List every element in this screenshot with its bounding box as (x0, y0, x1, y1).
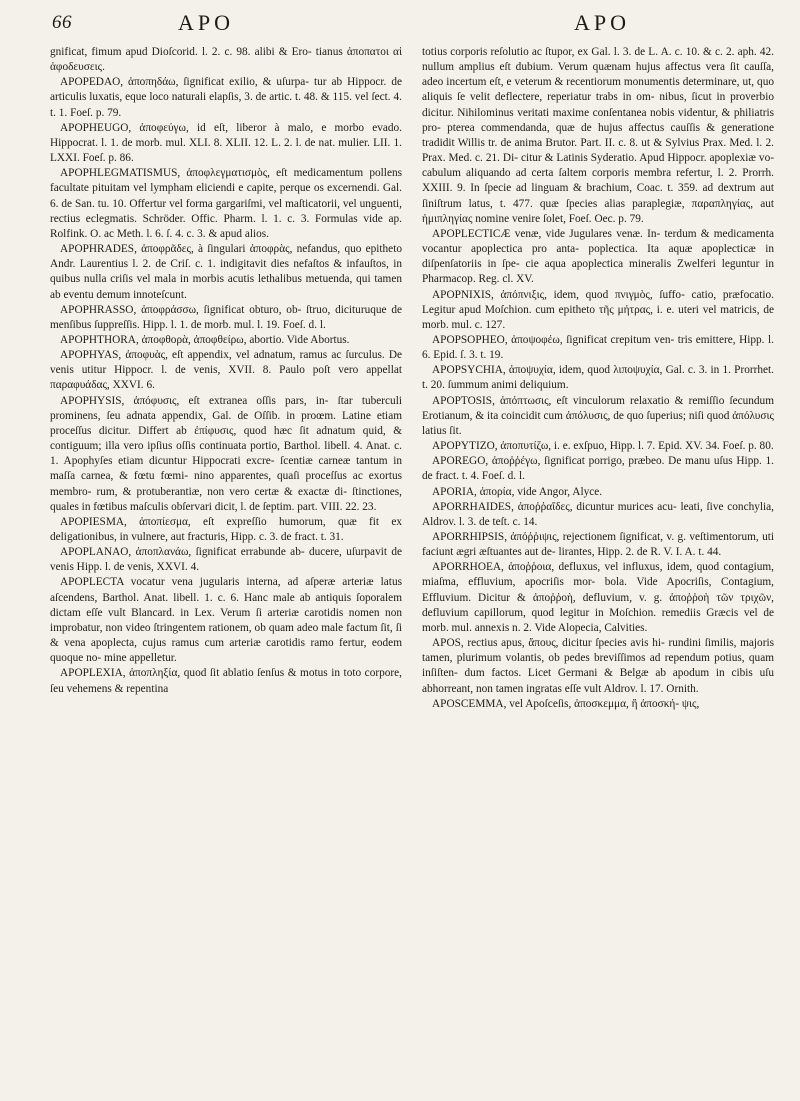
page-number: 66 (52, 12, 72, 33)
entry-apophlegmatismus: APOPHLEGMATISMUS, ἀποφλεγματισμὸς, eſt medicamentum pollens facultate pituitam vel lympham eliciendi e capite, perque os excernendi. Gal. 6. de San. tu. 10. Offertur vel forma gargariſmi, vel maſticatorii, vel unguenti, rectius eclegmatis. Schröder. Offic. Pharm. l. 1. c. 3. Formulas vide ap. Rolfink. O. ac Meth. l. 6. ſ. 4. c. 3. & apud alios. (50, 167, 402, 240)
entry-aposcemma: APOSCEMMA, vel Apoſceſis, ἀποσκεμμα, ἢ ἀποσκή- ψις, (432, 697, 700, 710)
entry-apoplecta: APOPLECTA vocatur vena jugularis interna, ad aſperæ arteriæ latus aſcendens, Barthol. Anat. libell. 1. c. 6. Hanc male ab antiquis ſoporalem dictam eſſe vult Blancard. in Lex. Verum ſi arteriæ carotidis nomen non improbatur, non video ſtringentem rationem, ob quam adeo male factum ſit, ſi & vena apoplecta, cujus ramus cum arteriæ carotidis ramo fertur, eodem quoque no- mine appelletur. (50, 576, 402, 665)
running-head-right: APO (574, 10, 631, 35)
right-column (422, 45, 774, 712)
entry-aporego: APOREGO, ἀποῤῥέγω, ſignificat porrigo, præbeo. De manu uſus Hipp. 1. de fract. t. 4. Foeſ. d. l. (422, 455, 774, 483)
entry-apopsychia: APOPSYCHIA, ἀποψυχία, idem, quod λιποψυχία, Gal. c. 3. in 1. Prorrhet. t. 20. ſummum animi deliquium. (422, 364, 774, 392)
entry-aporia: APORIA, ἀπορία, vide Angor, Alyce. (432, 485, 603, 498)
entry-aporrhoea: APORRHOEA, ἀποῤῥοια, defluxus, vel influxus, idem, quod contagium, miaſma, effluvium, apocriſis mor- bola. Vide Apocriſis, Contagium, Effluvium. Dicitur & ἀποῤῥοὴ, defluvium, v. g. ἀποῤῥοὴ τῶν τριχῶν, defluvium capillorum, quod legitur in Moſchion. remediis Græcis vel de morb. mul. annexis n. 2. Vide Alopecia, Calvities. (422, 561, 774, 634)
entry-continuation: gnificat, fimum apud Dioſcorid. l. 2. c. 98. alibi & Ero- tianus ἀποπατοι αἱ ἀφοδευσεις. (50, 46, 402, 74)
entry-apophysis: APOPHYSIS, ἀπόφυσις, eſt extranea oſſis pars, in- ſtar tuberculi prominens, ſeu adnata appendix, Gal. de Oſſib. in proœm. Latine etiam proceſſus dicitur. Differt ab ἐπίφυσις, quod hæc ſit adnatum quid, & contiguum; illa vero ipſius oſſis continuata portio, Barthol. libell. 4. Anat. c. 1. Apophyſes etiam dicuntur Hippocrati excre- ſcentiæ carneæ tantum in maſſa carnea, & fœtu fœmi- nino apparentes, quaſi proceſſus ac exortus membro- rum, & protuberantiæ, non vero certæ & exactæ di- ſtinctiones, quales in fœtibus maſculis obſervari dicit, l. de ſeptim. part. VIII. 22. 23. (50, 394, 402, 513)
entry-apophthora: APOPHTHORA, ἀποφθορὰ, ἀποφθείρω, abortio. Vide Abortus. (60, 333, 350, 346)
entry-apopedao: APOPEDAO, ἀποπηδάω, ſignificat exilio, & uſurpa- tur ab Hippocr. de articulis luxatis, eque loco naturali elapſis, 3. de artic. t. 48. & 115. vel ſect. 4. t. 1. Foeſ. p. 79. (50, 76, 402, 119)
running-head-left: APO (178, 10, 235, 35)
entry-apopiesma: APOPIESMA, ἀποπίεσμα, eſt expreſſio humorum, quæ fit ex deligationibus, in vulnere, aut fracturis, Hipp. c. 3. de fract. t. 31. (50, 515, 402, 543)
entry-apopsopheo: APOPSOPHEO, ἀποψοφέω, ſignificat crepitum ven- tris emittere, Hipp. l. 6. Epid. ſ. 3. t. 19. (422, 333, 774, 362)
entry-apopnixis: APOPNIXIS, ἀπόπνιξις, idem, quod πνιγμὸς, ſuffo- catio, præfocatio. Legitur apud Moſchion. cum epitheto τῆς μήτρας, i. e. uteri vel matricis, de morb. mul. c. 127. (422, 288, 774, 331)
entry-apos: APOS, rectius apus, ἄπους, dicitur ſpecies avis hi- rundini ſimilis, majoris tamen, plurimum volantis, ob pedes breviſſimos ad rependum potius, quam inſiſten- dum factos. Licet Germani & Belgæ ab apodum in cibis uſu abhorreant, non tamen ingratas eſſe vult Aldrov. l. 17. Ornith. (422, 637, 774, 695)
entry-apoptosis: APOPTOSIS, ἀπόπτωσις, eſt vinculorum relaxatio & remiſſio ſecundum Erotianum, & ita coincidit cum ἀπόλυσις, de quo ſuperius; niſi quod ἀπόλυσις latius ſit. (422, 394, 774, 437)
entry-aporrhaides: APORRHAIDES, ἀποῤῥαΐδες, dicuntur murices acu- leati, ſive conchylia, Aldrov. l. 3. de teſt. c. 14. (422, 500, 774, 528)
entry-apopheugo: APOPHEUGO, ἀποφεύγω, id eſt, liberor à malo, e morbo evado. Hippocrat. l. 1. de morb. mul. XLI. 8. XLII. 12. L. 2. l. de nat. mulier. LII. 1. LXXI. Foeſ. p. 86. (50, 121, 402, 165)
entry-apoplexia-continued: totius corporis reſolutio ac ſtupor, ex Gal. l. 3. de L. A. c. 10. & c. 2. aph. 42. nullum amplius eſt dubium. Verum quænam hujus affectus vera ſit cauſſa, adeo incertum eſt, e veterum & recentiorum monumentis determinare, ut, quo aliquis ſe velit deflectere, reperiatur trabs in om- nibus, ſicut in proverbio dicitur. Nihilominus veritati maxime conſentanea nobis videntur, & philiatris pro- pterea commendanda, quæ de hujus affectus cauſſis & generatione tradidit Willis tr. de anima Brutor. Part. II. c. 8. ut & Sylvius Prax. Med. l. 2. Prax. Med. c. 21. Di- citur & Latinis Syderatio. Apud Hippocr. apoplexiæ vo- cabulum aliquando ad certa ſaltem corporis membra refertur, l. 2. Prorrh. XXIII. 9. In ſpecie ad linguam & brachium, Coac. t. 359. ad dextrum aut ſiniſtrum latus, t. 477. quæ ſpecies alias paraplegiæ, παραπληγίας, aut ἡμιπληγίας nomine venire ſolet, Foeſ. Oec. p. 79. (422, 46, 774, 225)
running-head (0, 10, 800, 42)
left-column (50, 45, 402, 697)
entry-apophrasso: APOPHRASSO, ἀποφράσσω, ſignificat obturo, ob- ſtruo, dicituruque de menſibus ſuppreſſis. Hipp. l. 1. de morb. mul. l. 19. Foeſ. d. l. (50, 303, 402, 331)
entry-apopytizo: APOPYTIZO, ἀποπυτίζω, i. e. exſpuo, Hipp. l. 7. Epid. XV. 34. Foeſ. p. 80. (432, 440, 774, 453)
entry-apoplexia: APOPLEXIA, ἀποπληξία, quod ſit ablatio ſenſus & motus in toto corpore, ſeu vehemens & repentina (50, 667, 402, 695)
entry-apophyas: APOPHYAS, ἀποφυὰς, eſt appendix, vel adnatum, ramus ac ſurculus. De venis utitur Hippocr. l. de venis, XVII. 8. Paulo poſt vero appellat παραφυάδας, XXVI. 6. (50, 349, 402, 392)
entry-apoplecticae: APOPLECTICÆ venæ, vide Jugulares venæ. In- terdum & medicamenta vocantur apoplectica pro anta- poplectica. Ita aquæ apoplecticæ in diſpenſatoriis in ſpe- cie aqua apoplectica mineralis Zwelferi leguntur in Pharmacop. Reg. cl. XV. (422, 227, 774, 286)
entry-apoplanao: APOPLANAO, ἀποπλανάω, ſignificat errabunde ab- ducere, uſurpavit de venis Hipp. l. de venis, XXVI. 4. (50, 546, 402, 574)
entry-apophrades: APOPHRADES, ἀποφρᾶδες, à ſingulari ἀποφρὰς, nefandus, quo epitheto Andr. Laurentius l. 2. de Criſ. c. 1. indigitavit dies nefaſtos & infauſtos, in quibus nulla criſis vel mala in morbis acutis lethalibus metuenda, qui tamen ab eventu demum innoteſcunt. (50, 243, 402, 301)
entry-aporrhipsis: APORRHIPSIS, ἀπόῤῥιψις, rejectionem ſignificat, v. g. veſtimentorum, uti faciunt ægri æſtuantes aut de- lirantes, Hipp. 2. de R. V. I. A. t. 44. (422, 531, 774, 559)
